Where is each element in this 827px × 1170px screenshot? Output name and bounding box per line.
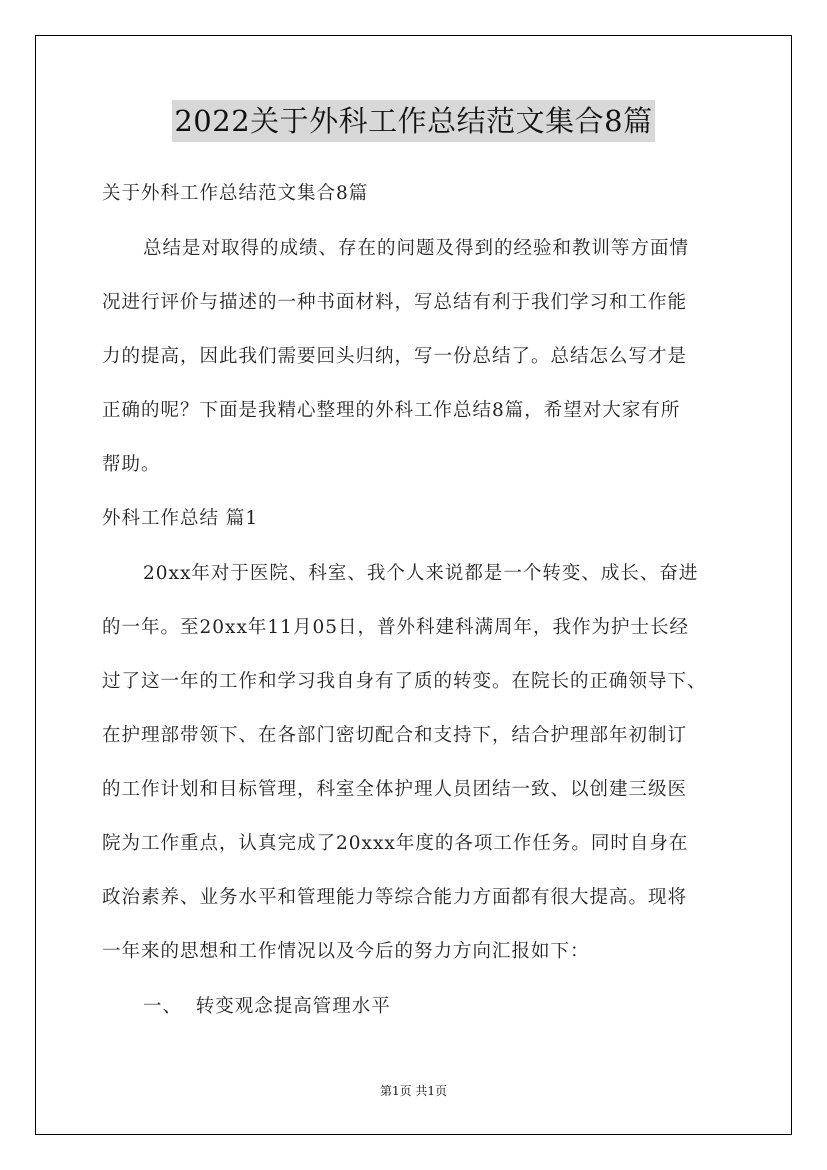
- body-line-1: 20xx年对于医院、科室、我个人来说都是一个转变、成长、奋进: [143, 563, 699, 584]
- intro-line-4: 正确的呢？下面是我精心整理的外科工作总结8篇，希望对大家有所: [102, 400, 681, 421]
- body-line-7: 政治素养、业务水平和管理能力等综合能力方面都有很大提高。现将: [102, 887, 688, 908]
- document-subtitle: 关于外科工作总结范文集合8篇: [102, 183, 369, 204]
- intro-line-3: 力的提高，因此我们需要回头归纳，写一份总结了。总结怎么写才是: [102, 346, 688, 367]
- body-line-6: 院为工作重点，认真完成了20xxx年度的各项工作任务。同时自身在: [102, 833, 689, 854]
- body-line-5: 的工作计划和目标管理，科室全体护理人员团结一致、以创建三级医: [102, 779, 688, 800]
- section-heading: 外科工作总结 篇1: [102, 508, 259, 529]
- body-line-4: 在护理部带领下、在各部门密切配合和支持下，结合护理部年初制订: [102, 725, 688, 746]
- intro-line-5: 帮助。: [102, 454, 161, 475]
- body-line-8: 一年来的思想和工作情况以及今后的努力方向汇报如下：: [102, 941, 590, 962]
- page-footer: 第1页 共1页: [379, 1084, 448, 1098]
- intro-line-1: 总结是对取得的成绩、存在的问题及得到的经验和教训等方面情: [143, 238, 690, 259]
- document-title: 2022关于外科工作总结范文集合8篇: [172, 100, 654, 142]
- body-line-3: 过了这一年的工作和学习我自身有了质的转变。在院长的正确领导下、: [102, 671, 707, 692]
- title-container: [0, 100, 827, 142]
- list-item-1: 一、 转变观念提高管理水平: [143, 996, 391, 1017]
- body-line-2: 的一年。至20xx年11月05日，普外科建科满周年，我作为护士长经: [102, 617, 689, 638]
- intro-line-2: 况进行评价与描述的一种书面材料，写总结有利于我们学习和工作能: [102, 292, 688, 313]
